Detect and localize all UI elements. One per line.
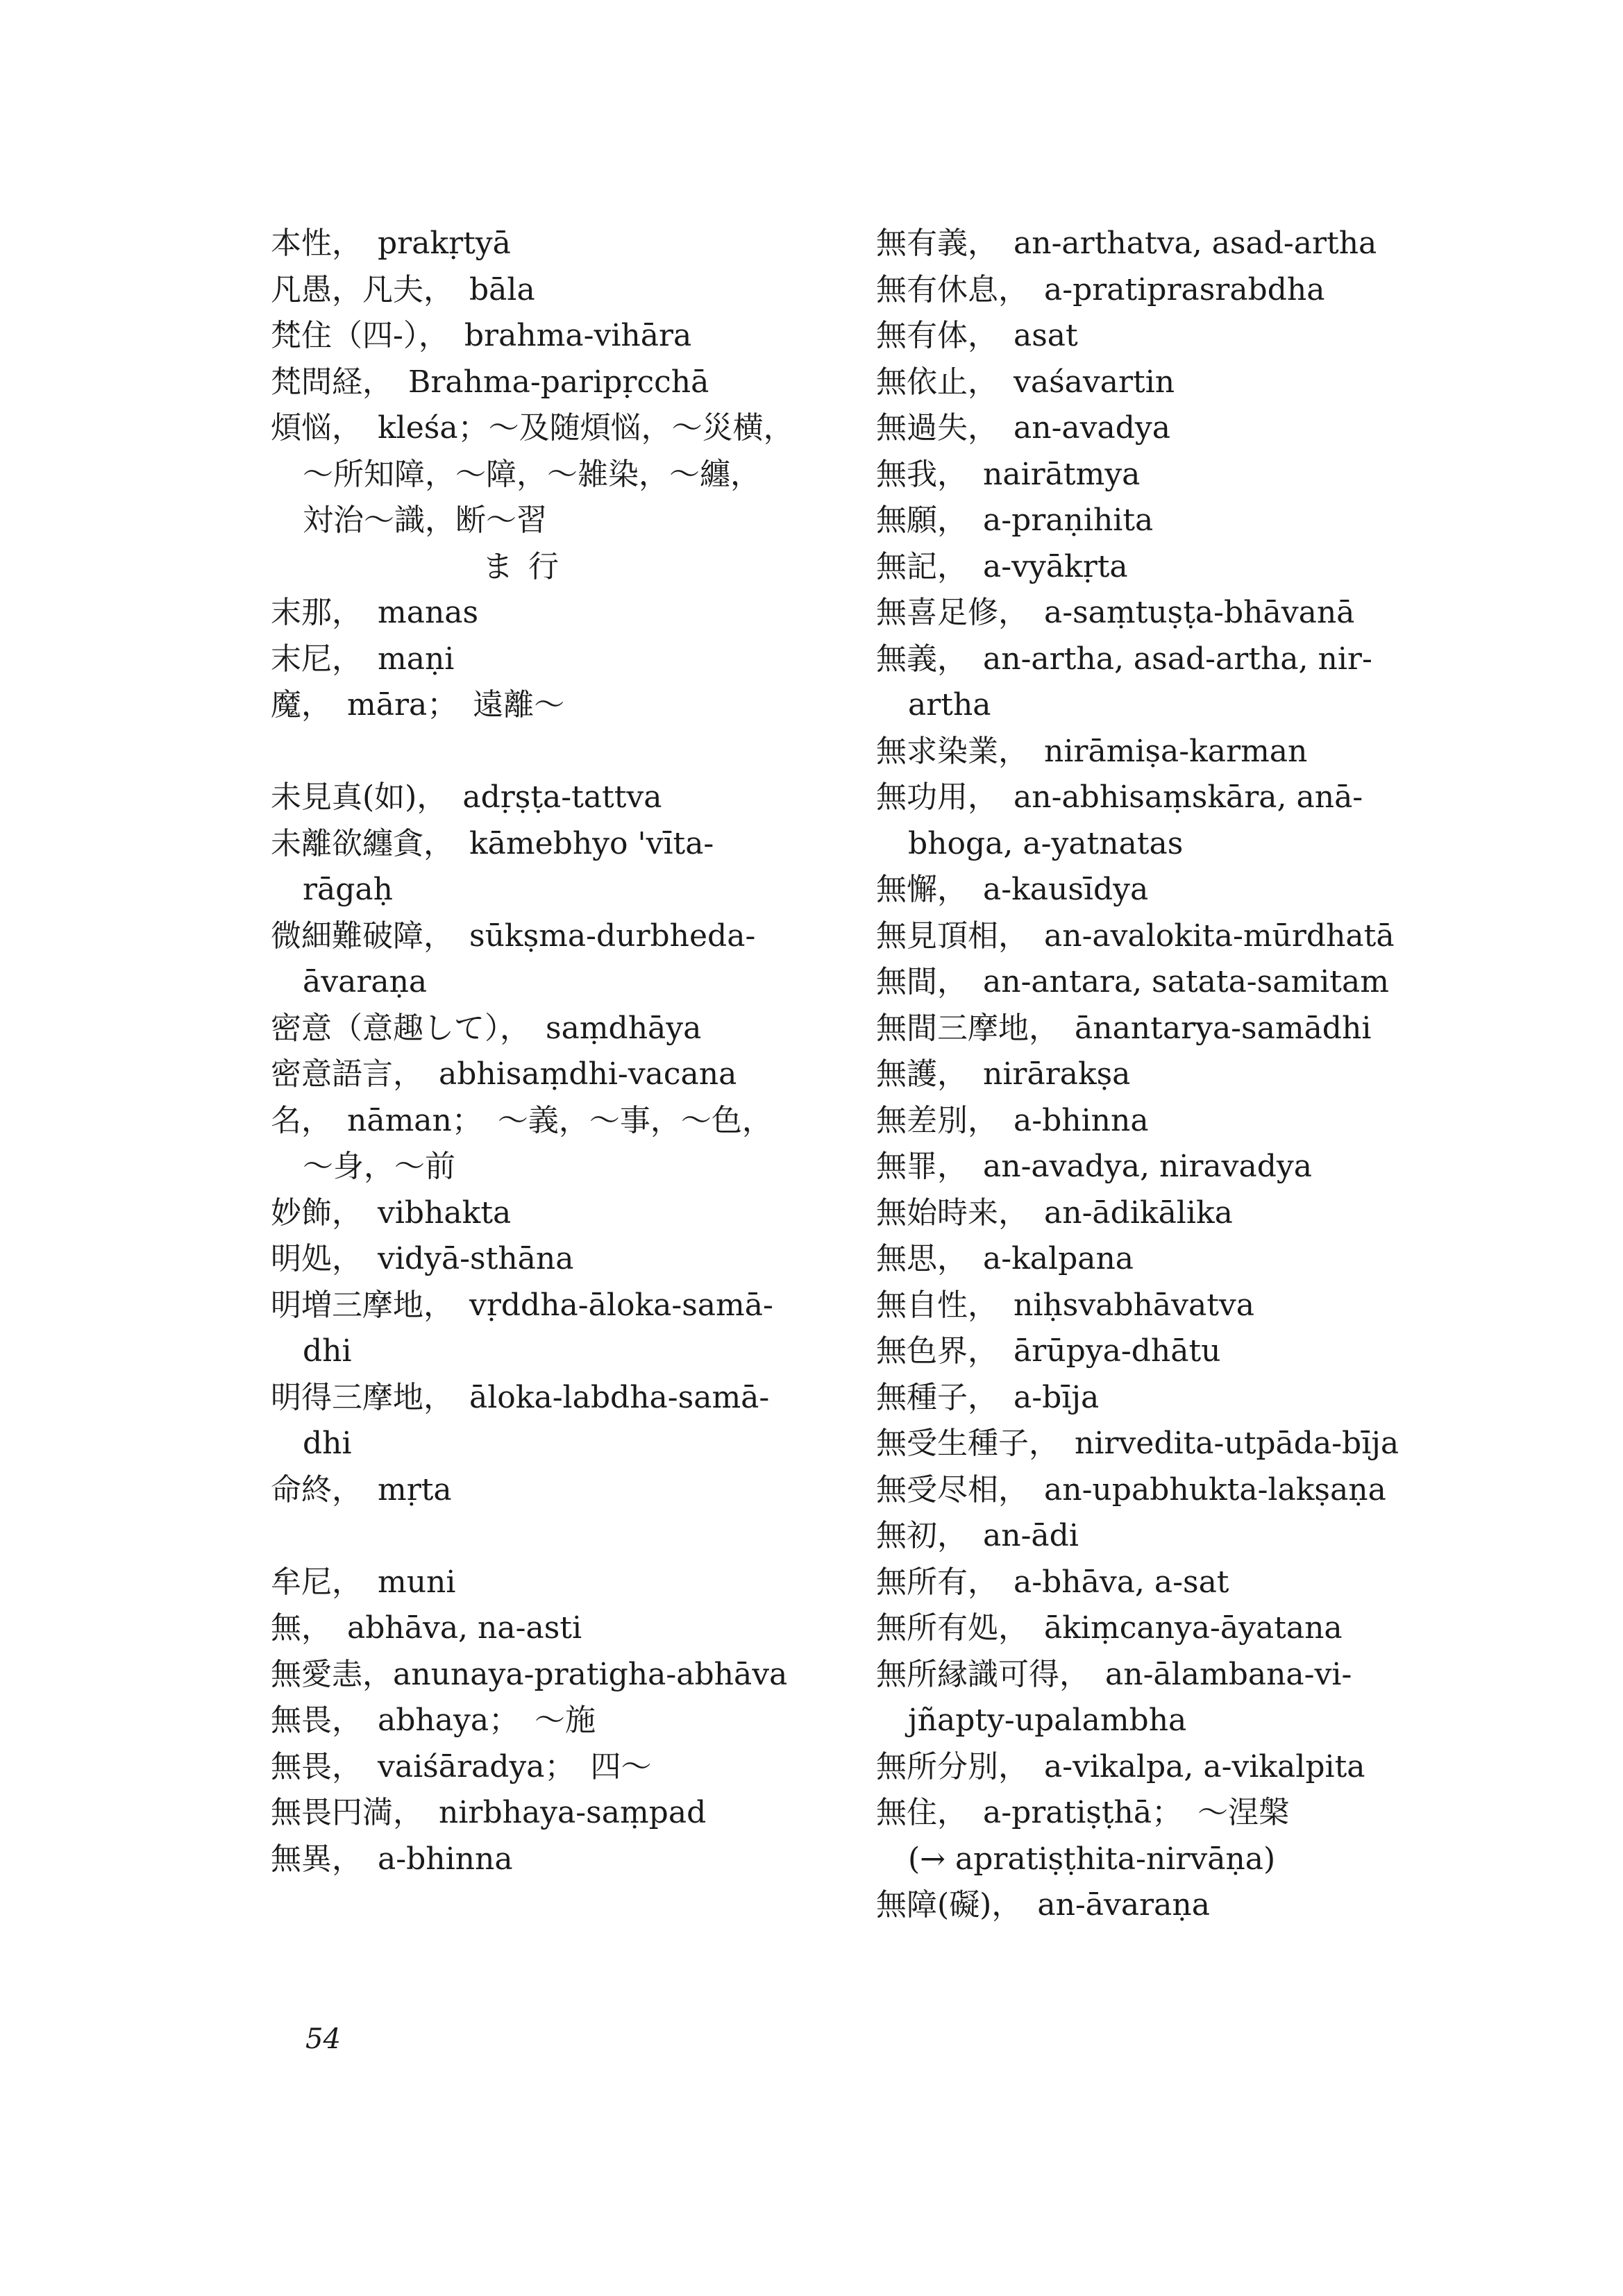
glossary-entry-line: 無種子， a-bīja xyxy=(876,1379,1100,1415)
glossary-entry-line: 無愛恚，anunaya-pratigha-abhāva xyxy=(271,1656,788,1692)
glossary-entry-line: dhi xyxy=(303,1333,352,1369)
glossary-entry-line: 末尼， maṇi xyxy=(271,641,455,677)
glossary-entry-line: 凡愚，凡夫， bāla xyxy=(271,271,535,307)
glossary-entry-line: bhoga, a-yatnatas xyxy=(908,825,1184,861)
glossary-entry-line: 無依止， vaśavartin xyxy=(876,364,1175,400)
glossary-entry-line: dhi xyxy=(303,1426,352,1461)
glossary-entry-line: 梵住（四-）， brahma-vihāra xyxy=(271,318,692,353)
glossary-entry-line: ～所知障，～障，～雑染，～纏， xyxy=(303,456,761,492)
glossary-entry-line: 無所縁識可得， an-ālambana-vi- xyxy=(876,1656,1352,1692)
glossary-entry-line: 無求染業， nirāmiṣa-karman xyxy=(876,733,1308,769)
glossary-entry-line: 明処， vidyā-sthāna xyxy=(271,1241,574,1276)
glossary-entry-line: 無我， nairātmya xyxy=(876,456,1141,492)
glossary-entry-line: 無間三摩地， ānantarya-samādhi xyxy=(876,1010,1372,1046)
glossary-entry-line: 無見頂相， an-avalokita-mūrdhatā xyxy=(876,918,1395,954)
glossary-entry-line: 無畏円満， nirbhaya-saṃpad xyxy=(271,1795,707,1830)
glossary-entry-line: 無有体， asat xyxy=(876,318,1078,353)
glossary-entry-line: 無畏， vaiśāradya； 四～ xyxy=(271,1748,652,1784)
glossary-entry-line: 無記， a-vyākṛta xyxy=(876,548,1128,584)
glossary-entry-line: 無護， nirārakṣa xyxy=(876,1056,1131,1092)
glossary-entry-line: 牟尼， muni xyxy=(271,1564,456,1600)
left-column xyxy=(271,221,847,1882)
glossary-entry-line: 無， abhāva, na-asti xyxy=(271,1610,582,1646)
glossary-entry-line: jñapty-upalambha xyxy=(908,1703,1187,1738)
glossary-entry-line: 無有義， an-arthatva, asad-artha xyxy=(876,226,1377,261)
blank-line xyxy=(271,1513,847,1560)
glossary-entry-line: 無始時来， an-ādikālika xyxy=(876,1195,1233,1231)
glossary-entry-line: 命終， mṛta xyxy=(271,1471,452,1508)
glossary-entry-line: 無功用， an-abhisaṃskāra, anā- xyxy=(876,779,1363,815)
glossary-entry-line: āvaraṇa xyxy=(303,964,428,999)
glossary-entry-line: 無間， an-antara, satata-samitam xyxy=(876,964,1389,999)
glossary-entry-line: (→ apratiṣṭhita-nirvāṇa) xyxy=(908,1841,1276,1877)
glossary-entry-line: 無願， a-praṇihita xyxy=(876,503,1154,538)
glossary-entry-line: 無差別， a-bhinna xyxy=(876,1102,1149,1138)
glossary-entry-line: 梵問経， Brahma-paripṛcchā xyxy=(271,364,709,400)
glossary-entry-line: 煩悩， kleśa；～及随煩悩，～災横， xyxy=(271,410,794,446)
page-number: 54 xyxy=(305,2023,341,2055)
glossary-entry-line: 未見真(如)， adṛṣṭa-tattva xyxy=(271,779,662,815)
glossary-entry-line: 無住， a-pratiṣṭhā； ～涅槃 xyxy=(876,1795,1290,1830)
glossary-entry-line: 無初， an-ādi xyxy=(876,1518,1079,1553)
glossary-entry-line: 無所分別， a-vikalpa, a-vikalpita xyxy=(876,1748,1365,1784)
glossary-entry-line: 密意語言， abhisaṃdhi-vacana xyxy=(271,1056,737,1092)
glossary-entry-line: 明得三摩地， āloka-labdha-samā- xyxy=(271,1379,770,1415)
glossary-entry-line: 無所有処， ākiṃcanya-āyatana xyxy=(876,1610,1343,1646)
glossary-entry-line: 無障(礙)， an-āvaraṇa xyxy=(876,1887,1210,1923)
glossary-entry-line: 無喜足修， a-saṃtuṣṭa-bhāvanā xyxy=(876,595,1355,630)
glossary-entry-line: 対治～識，断～習 xyxy=(303,503,547,538)
glossary-entry-line: 無罪， an-avadya, niravadya xyxy=(876,1149,1313,1184)
glossary-entry-line: 微細難破障， sūkṣma-durbheda- xyxy=(271,918,756,954)
glossary-entry-line: 無畏， abhaya； ～施 xyxy=(271,1703,596,1738)
glossary-entry-line: 密意（意趣して）， saṃdhāya xyxy=(271,1010,702,1046)
glossary-entry-line: 無異， a-bhinna xyxy=(271,1841,513,1877)
glossary-entry-line: 妙飾， vibhakta xyxy=(271,1195,512,1231)
glossary-entry-line: artha xyxy=(908,687,991,723)
glossary-entry-line: 無自性， niḥsvabhāvatva xyxy=(876,1287,1255,1323)
glossary-entry-line: 無懈， a-kausīdya xyxy=(876,872,1149,907)
glossary-entry-line: 無過失， an-avadya xyxy=(876,410,1171,446)
blank-line xyxy=(271,729,847,775)
glossary-entry-line: rāgaḥ xyxy=(303,872,394,907)
glossary-entry-line: 無義， an-artha, asad-artha, nir- xyxy=(876,641,1372,677)
glossary-entry-line: ～身，～前 xyxy=(303,1149,455,1184)
glossary-entry-line: 本性， prakṛtyā xyxy=(271,226,511,261)
glossary-entry-line: 未離欲纏貪， kāmebhyo 'vīta- xyxy=(271,825,714,861)
glossary-entry-line: 無所有， a-bhāva, a-sat xyxy=(876,1564,1229,1600)
section-heading: ま 行 xyxy=(482,548,562,584)
glossary-entry-line: 無思， a-kalpana xyxy=(876,1241,1134,1276)
glossary-entry-line: 魔， māra； 遠離～ xyxy=(271,687,565,723)
glossary-entry-line: 無色界， ārūpya-dhātu xyxy=(876,1333,1221,1369)
glossary-entry-line: 無受生種子， nirvedita-utpāda-bīja xyxy=(876,1426,1399,1461)
glossary-entry-line: 無有休息， a-pratiprasrabdha xyxy=(876,271,1325,307)
right-column xyxy=(876,221,1431,1929)
glossary-entry-line: 無受尽相， an-upabhukta-lakṣaṇa xyxy=(876,1471,1386,1508)
glossary-entry-line: 名， nāman； ～義，～事，～色， xyxy=(271,1102,773,1138)
glossary-entry-line: 明増三摩地， vṛddha-āloka-samā- xyxy=(271,1287,773,1323)
glossary-entry-line: 末那， manas xyxy=(271,595,479,630)
